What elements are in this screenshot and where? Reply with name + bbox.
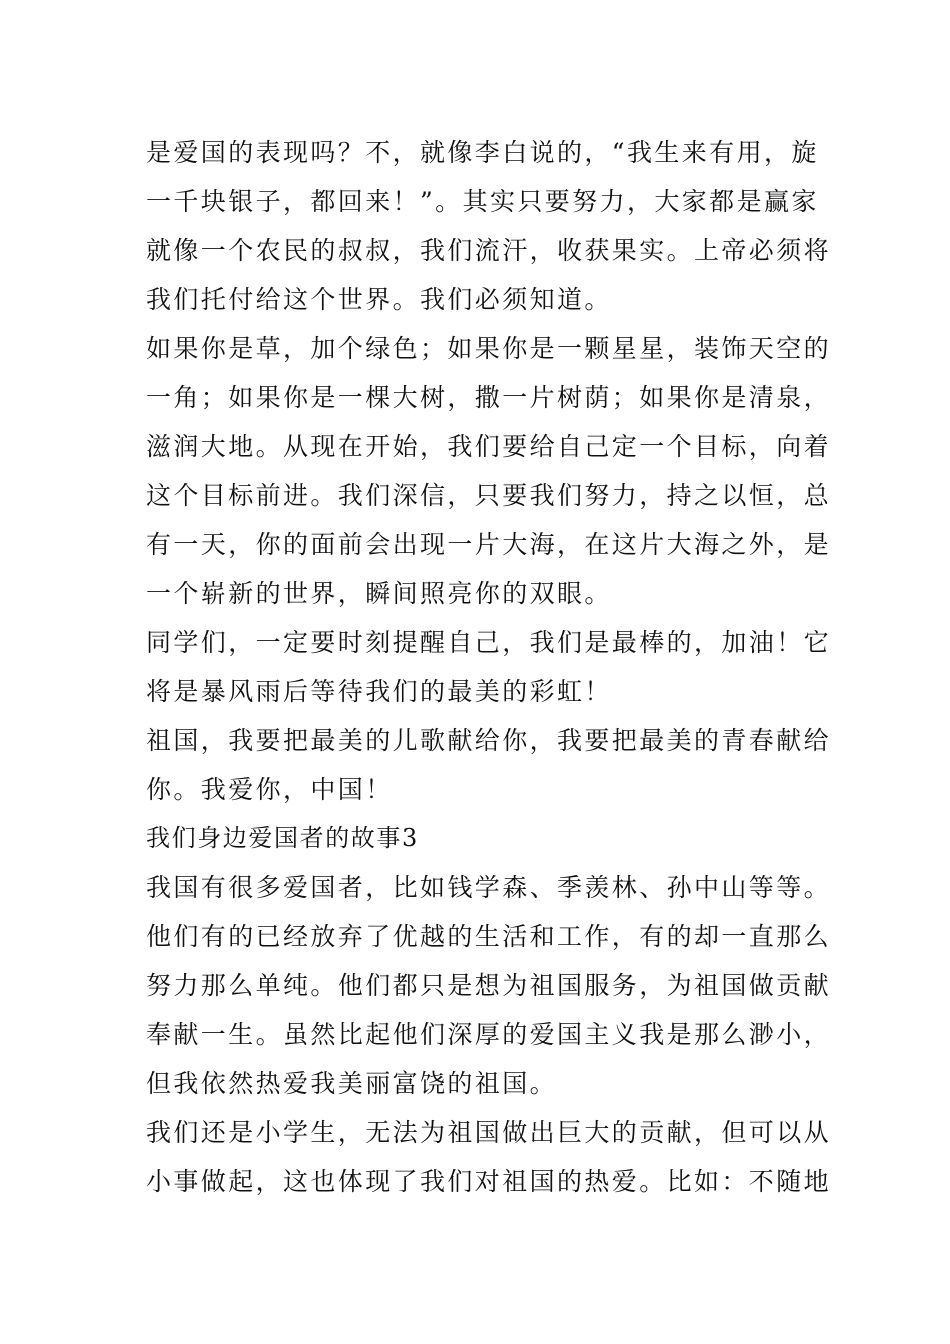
text-line: 他们有的已经放弃了优越的生活和工作，有的却一直那么 [146, 922, 832, 951]
text-line: 祖国，我要把最美的儿歌献给你，我要把最美的青春献给 [146, 726, 832, 755]
section-heading [146, 814, 811, 863]
text-line: 一千块银子，都回来！”。其实只要努力，大家都是赢家 [146, 187, 819, 216]
text-line: 一角；如果你是一棵大树，撒一片树荫；如果你是清泉， [146, 383, 832, 412]
text-line: 我们托付给这个世界。我们必须知道。 [146, 285, 612, 314]
text-line: 是爱国的表现吗？不，就像李白说的，“我生来有用，旋 [146, 138, 819, 167]
paragraph-3 [146, 618, 832, 716]
text-line: 有一天，你的面前会出现一片大海，在这片大海之外，是 [146, 530, 832, 559]
text-line: 我们还是小学生，无法为祖国做出巨大的贡献，但可以从 [146, 1118, 832, 1147]
paragraph-1 [146, 128, 832, 324]
text-line: 我国有很多爱国者，比如钱学森、季羡林、孙中山等等。 [146, 873, 832, 902]
text-line: 奉献一生。虽然比起他们深厚的爱国主义我是那么渺小， [146, 1020, 832, 1049]
text-line: 小事做起，这也体现了我们对祖国的热爱。比如：不随地 [146, 1167, 832, 1196]
paragraph-5 [146, 863, 832, 1108]
paragraph-2 [146, 324, 832, 618]
text-line: 一个崭新的世界，瞬间照亮你的双眼。 [146, 579, 612, 608]
text-line: 你。我爱你，中国！ [146, 775, 393, 804]
text-line: 滋润大地。从现在开始，我们要给自己定一个目标，向着 [146, 432, 832, 461]
text-line: 将是暴风雨后等待我们的最美的彩虹！ [146, 677, 612, 706]
text-line: 就像一个农民的叔叔，我们流汗，收获果实。上帝必须将 [146, 236, 832, 265]
text-line: 努力那么单纯。他们都只是想为祖国服务，为祖国做贡献 [146, 971, 832, 1000]
document-body [146, 128, 832, 1206]
text-line: 这个目标前进。我们深信，只要我们努力，持之以恒，总 [146, 481, 832, 510]
text-line: 如果你是草，加个绿色；如果你是一颗星星，装饰天空的 [146, 334, 832, 363]
paragraph-6 [146, 1108, 832, 1206]
section-title: 我们身边爱国者的故事3 [146, 824, 419, 852]
text-line: 但我依然热爱我美丽富饶的祖国。 [146, 1069, 558, 1098]
text-line: 同学们，一定要时刻提醒自己，我们是最棒的，加油！它 [146, 628, 832, 657]
paragraph-4 [146, 716, 832, 814]
